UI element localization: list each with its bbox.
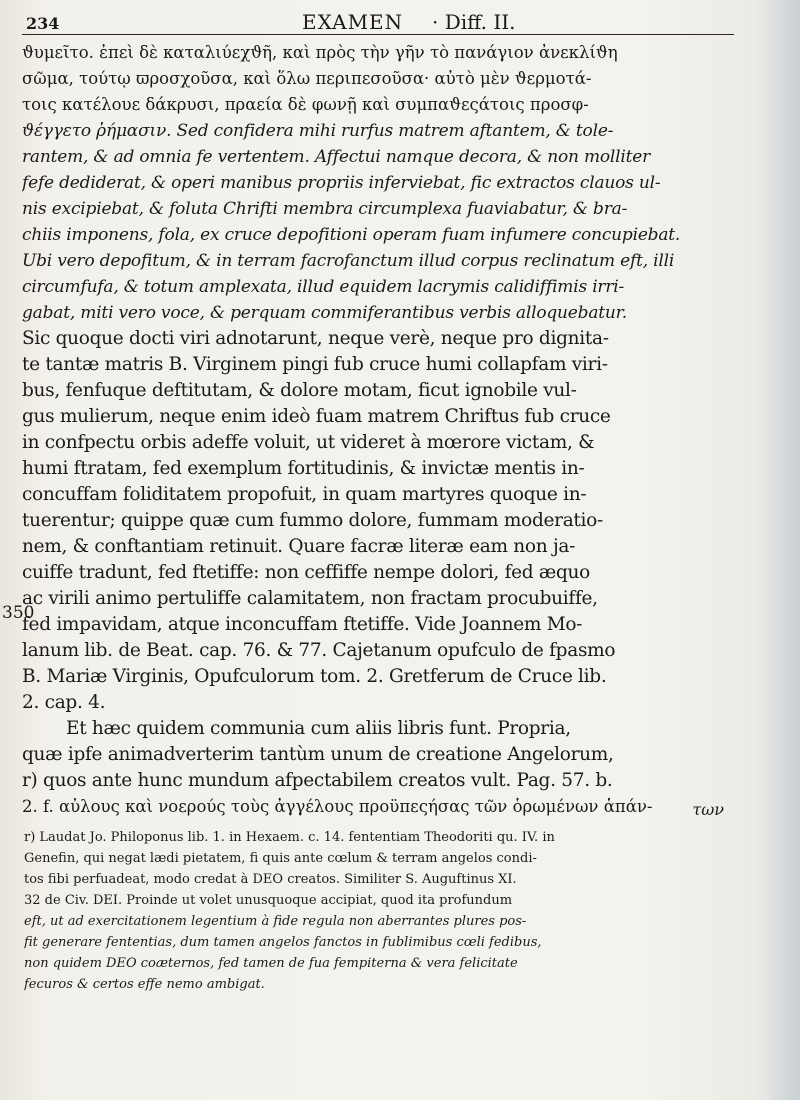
text-line: σῶμα, τούτῳ ϖροσχοῦσα, καὶ ὅλω περιπεσοῦσα· αὐτὸ μὲν ϑερμοτά- bbox=[22, 69, 592, 88]
footnote-line: 32 de Civ. DEI. Proinde ut volet unusquoque accipiat, quod ita profundum bbox=[24, 893, 513, 908]
text-line: chiis imponens, fola, ex cruce depofitioni operam fuam infumere concupiebat. bbox=[22, 225, 681, 245]
text-line: tuerentur; quippe quæ cum fummo dolore, fummam moderatio- bbox=[22, 510, 603, 531]
text-line: bus, fenfuque deftitutam, & dolore motam, ficut ignobile vul- bbox=[22, 380, 577, 401]
footnote-line: eft, ut ad exercitationem legentium à fide regula non aberrantes plures pos- bbox=[24, 914, 527, 929]
catchword: των bbox=[692, 800, 724, 819]
text-line: Ubi vero depofitum, & in terram facrofanctum illud corpus reclinatum eft, illi bbox=[22, 251, 675, 271]
text-line: Sic quoque docti viri adnotarunt, neque verè, neque pro dignita- bbox=[22, 328, 609, 349]
footnote-line: fecuros & certos effe nemo ambigat. bbox=[24, 977, 265, 992]
running-title: EXAMEN bbox=[302, 10, 404, 34]
text-line: 2. cap. 4. bbox=[22, 692, 106, 713]
text-line: lanum lib. de Beat. cap. 76. & 77. Cajetanum opufculo de fpasmo bbox=[22, 640, 616, 661]
text-line: τοις κατέλουε δάκρυσι, πραεία δὲ φωνῇ καὶ συμπαϑεςάτοις προσφ- bbox=[22, 95, 589, 114]
margin-line-number: 350 bbox=[2, 603, 35, 623]
text-line: ϑυμεῖτο. ἐπεὶ δὲ καταλιύεχϑῆ, καὶ πρὸς τὴν γῆν τὸ πανάγιον ἀνεκλίϑη bbox=[22, 43, 618, 62]
text-line: gus mulierum, neque enim ideò fuam matrem Chriftus fub cruce bbox=[22, 406, 611, 427]
text-line: in confpectu orbis adeffe voluit, ut videret à mœrore victam, & bbox=[22, 432, 595, 453]
text-line: B. Mariæ Virginis, Opufculorum tom. 2. Gretferum de Cruce lib. bbox=[22, 666, 607, 687]
footnote-line: Genefin, qui negat lædi pietatem, fi quis ante cœlum & terram angelos condi- bbox=[24, 851, 537, 866]
section-label: · Diff. II. bbox=[432, 10, 516, 34]
text-line: rantem, & ad omnia fe vertentem. Affectui namque decora, & non molliter bbox=[22, 147, 651, 167]
text-line: Et hæc quidem communia cum aliis libris funt. Propria, bbox=[66, 718, 571, 739]
text-line: circumfufa, & totum amplexata, illud equidem lacrymis calidiffimis irri- bbox=[22, 277, 625, 297]
text-line: gabat, miti vero voce, & perquam commiferantibus verbis alloquebatur. bbox=[22, 303, 627, 323]
text-line: ac virili animo pertuliffe calamitatem, non fractam procubuiffe, bbox=[22, 588, 598, 609]
text-line: cuiffe tradunt, fed ftetiffe: non ceffiffe nempe dolori, fed æquo bbox=[22, 562, 590, 583]
catchword-row bbox=[24, 800, 724, 828]
footnote-line: tos fibi perfuadeat, modo credat à DEO creatos. Similiter S. Auguftinus XI. bbox=[24, 872, 517, 887]
main-text bbox=[22, 40, 738, 820]
text-line: nem, & conftantiam retinuit. Quare facræ literæ eam non ja- bbox=[22, 536, 576, 557]
page-number: 234 bbox=[26, 14, 60, 33]
footnote-line: r) Laudat Jo. Philoponus lib. 1. in Hexaem. c. 14. fententiam Theodoriti qu. IV. in bbox=[24, 830, 555, 845]
text-line: quæ ipfe animadverterim tantùm unum de creatione Angelorum, bbox=[22, 744, 614, 765]
header-rule bbox=[22, 34, 734, 35]
footnote-line: non quidem DEO coæternos, fed tamen de fua fempiterna & vera felicitate bbox=[24, 956, 518, 971]
text-line: concuffam foliditatem propofuit, in quam martyres quoque in- bbox=[22, 484, 587, 505]
text-line: 2. f. αὐλους καὶ νοερούς τοὺς ἀγγέλους προϋπεςήσας τῶν ὁρωμένων ἁπάν- bbox=[22, 797, 653, 816]
page-header bbox=[22, 8, 762, 34]
footnote-line: fit generare fententias, dum tamen angelos fanctos in fublimibus cœli fedibus, bbox=[24, 935, 542, 950]
text-line: fed impavidam, atque inconcuffam ftetiffe. Vide Joannem Mo- bbox=[22, 614, 583, 635]
text-line: te tantæ matris B. Virginem pingi fub cruce humi collapfam viri- bbox=[22, 354, 608, 375]
text-line: humi ftratam, fed exemplum fortitudinis, & invictæ mentis in- bbox=[22, 458, 585, 479]
page-edge-shadow bbox=[766, 0, 800, 1100]
text-line: nis excipiebat, & foluta Chrifti membra circumplexa fuaviabatur, & bra- bbox=[22, 199, 628, 219]
text-line: fefe dediderat, & operi manibus propriis inferviebat, fic extractos clauos ul- bbox=[22, 173, 661, 193]
footnotes bbox=[24, 827, 724, 995]
text-line: ϑέγγετο ῥήμασιν. Sed confidera mihi rurfus matrem aftantem, & tole- bbox=[22, 121, 614, 141]
text-line: r) quos ante hunc mundum afpectabilem creatos vult. Pag. 57. b. bbox=[22, 770, 613, 791]
